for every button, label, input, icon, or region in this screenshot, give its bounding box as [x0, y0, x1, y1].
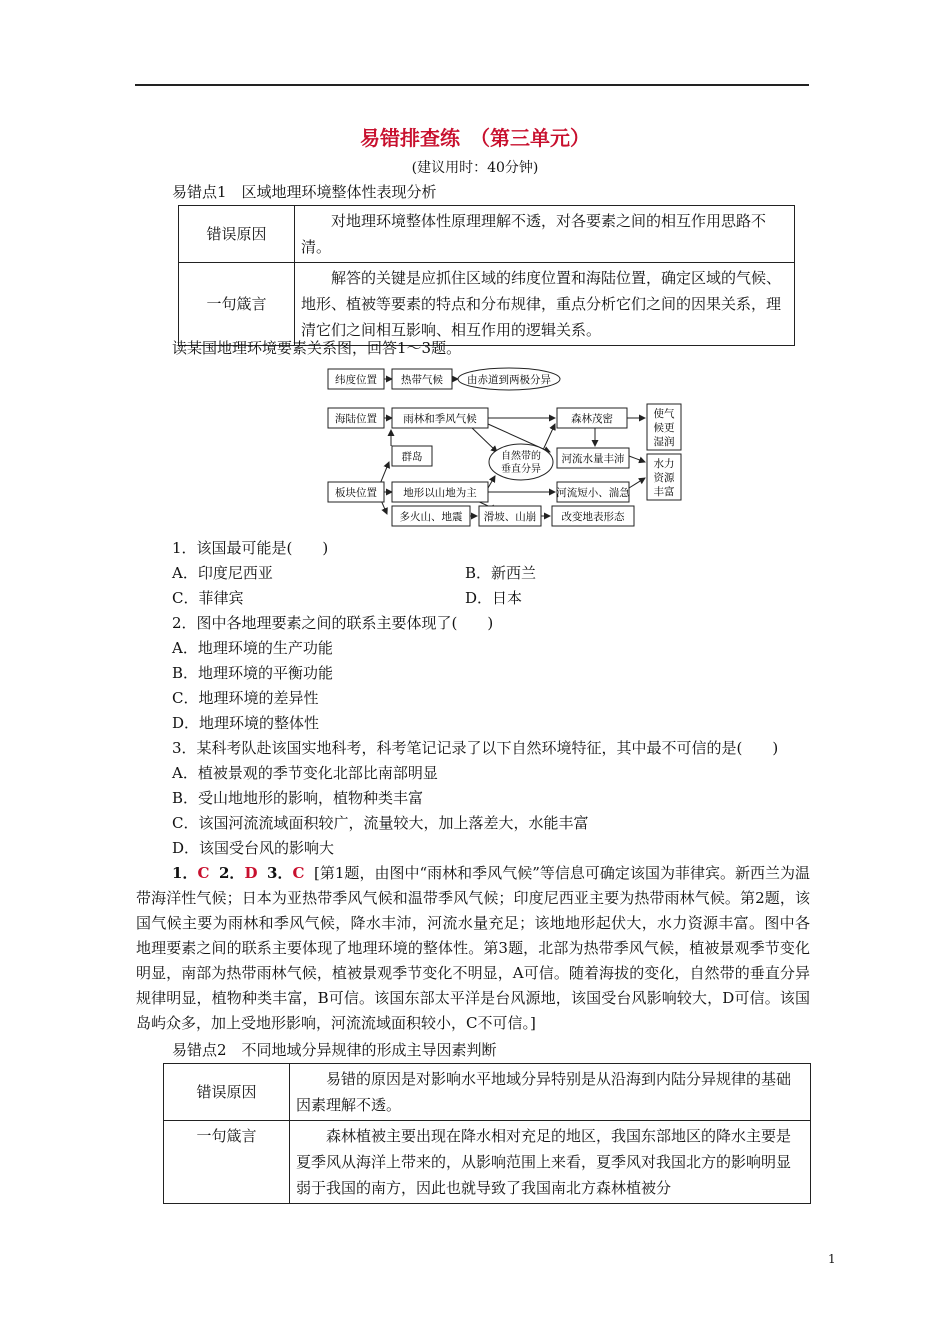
table-row: [164, 1121, 811, 1204]
answer-key: C: [197, 864, 210, 882]
diagram-node: [479, 506, 541, 526]
diagram-node: [552, 506, 634, 526]
question-stem: 2．图中各地理要素之间的联系主要体现了( ): [172, 614, 494, 632]
point2-table: [163, 1063, 811, 1204]
answer-key: D: [244, 864, 258, 882]
diagram-node: [489, 444, 553, 480]
answer-key: C: [292, 864, 305, 882]
svg-text:海陆位置: 海陆位置: [335, 413, 377, 425]
svg-text:雨林和季风气候: 雨林和季风气候: [403, 413, 477, 425]
table-key: 错误原因: [164, 1064, 290, 1121]
question-stem: 1．该国最可能是( ): [172, 539, 329, 557]
option: B．新西兰: [465, 564, 537, 582]
option: C．地理环境的差异性: [172, 689, 319, 707]
header-rule: [135, 84, 809, 86]
svg-text:使气: 使气: [653, 408, 675, 420]
question-stem: 3．某科考队赴该国实地科考，科考笔记记录了以下自然环境特征，其中最不可信的是( ): [172, 739, 779, 757]
svg-text:由赤道到两极分异: 由赤道到两极分异: [467, 374, 551, 386]
table-row: [164, 1064, 811, 1121]
diagram-node: [556, 482, 630, 502]
point2-heading: 易错点2 不同地域分异规律的形成主导因素判断: [172, 1041, 497, 1059]
diagram-node: [392, 446, 432, 466]
table-key: 一句箴言: [164, 1121, 290, 1204]
diagram-node: [392, 369, 452, 389]
svg-text:多火山、地震: 多火山、地震: [399, 511, 463, 523]
diagram-node: [392, 506, 470, 526]
diagram-node: [647, 404, 681, 450]
svg-text:湿润: 湿润: [653, 436, 675, 448]
option: B．地理环境的平衡功能: [172, 664, 334, 682]
svg-text:自然带的: 自然带的: [501, 451, 541, 462]
svg-text:群岛: 群岛: [401, 451, 423, 463]
svg-text:森林茂密: 森林茂密: [571, 413, 613, 425]
table-row: [179, 263, 795, 346]
table-key: 错误原因: [179, 206, 295, 263]
svg-text:纬度位置: 纬度位置: [335, 374, 377, 386]
diagram-node: [328, 482, 384, 502]
diagram-node: [328, 408, 384, 428]
diagram-node: [392, 408, 488, 428]
option: D．该国受台风的影响大: [172, 839, 335, 857]
option: C．菲律宾: [172, 589, 244, 607]
svg-text:资源: 资源: [653, 472, 675, 484]
option: D．地理环境的整体性: [172, 714, 320, 732]
svg-text:丰富: 丰富: [653, 486, 675, 498]
table-key: 一句箴言: [179, 263, 295, 346]
explanation-text: [第1题，由图中“雨林和季风气候”等信息可确定该国为菲律宾。新西兰为温带海洋性气候；日本为亚热带季风气候和温带季风气候；印度尼西亚主要为热带雨林气候。第2题，该国气候主要为雨林和季风气候，降水丰沛，河流水量充足；该地地形起伏大，水力资源丰富。图中各地理要素之间的联系主要体现了地理环境的整体性。第3题，北部为热带季风气候，植被景观季节变化明显，南部为热带雨林气候，植被景观季节变化不明显，A可信。随着海拔的变化，自然带的垂直分异规律明显，植物种类丰富，B可信。该国东部太平洋是台风源地，该国受台风影响较大，D可信。该国岛屿众多，加上受地形影响，河流流域面积较小，C不可信。]: [136, 864, 811, 1032]
svg-text:河流短小、湍急: 河流短小、湍急: [556, 487, 630, 499]
diagram-node: [557, 448, 629, 468]
svg-text:滑坡、山崩: 滑坡、山崩: [483, 511, 537, 523]
diagram-node: [647, 454, 681, 500]
page-title: 易错排查练 （第三单元）: [360, 126, 590, 150]
svg-text:水力: 水力: [653, 458, 675, 470]
option: D．日本: [465, 589, 523, 607]
question-intro: 读某国地理环境要素关系图，回答1～3题。: [172, 339, 462, 357]
option: A．植被景观的季节变化北部比南部明显: [172, 764, 438, 782]
table-value: 森林植被主要出现在降水相对充足的地区，我国东部地区的降水主要是夏季风从海洋上带来的，从影响范围上来看，夏季风对我国北方的影响明显弱于我国的南方，因此也就导致了我国南北方森林植被分: [290, 1121, 811, 1204]
svg-text:河流水量丰沛: 河流水量丰沛: [561, 453, 625, 465]
option: C．该国河流流域面积较广，流量较大，加上落差大，水能丰富: [172, 814, 589, 832]
option: A．地理环境的生产功能: [172, 639, 333, 657]
diagram-node: [328, 369, 384, 389]
option: B．受山地地形的影响，植物种类丰富: [172, 789, 424, 807]
point1-heading: 易错点1 区域地理环境整体性表现分析: [172, 183, 437, 201]
svg-text:地形以山地为主: 地形以山地为主: [403, 487, 477, 499]
page-subtitle: (建议用时：40分钟): [411, 160, 539, 176]
table-value: 易错的原因是对影响水平地域分异特别是从沿海到内陆分异规律的基础因素理解不透。: [290, 1064, 811, 1121]
svg-text:板块位置: 板块位置: [335, 487, 377, 499]
svg-text:垂直分异: 垂直分异: [501, 464, 541, 475]
table-value: 对地理环境整体性原理理解不透，对各要素之间的相互作用思路不清。: [295, 206, 795, 263]
svg-text:改变地表形态: 改变地表形态: [561, 511, 625, 523]
diagram-node: [557, 408, 627, 428]
answer-explanation: 1．C 2．D 3．C [第1题，由图中“雨林和季风气候”等信息可确定该国为菲律宾。新西兰为温带海洋性气候；日本为亚热带季风气候和温带季风气候；印度尼西亚主要为热带雨林气候。第2题，该国气候主要为雨林和季风气候，降水丰沛，河流水量充足；该地地形起伏大，水力资源丰富。图中各地理要素之间的联系主要体现了地理环境的整体性。第3题，北部为热带季风气候，植被景观季节变化明显，南部为热带雨林气候，植被景观季节变化不明显，A可信。随着海拔的变化，自然带的垂直分异规律明显，植物种类丰富，B可信。该国东部太平洋是台风源地，该国受台风影响较大，D可信。该国岛屿众多，加上受地形影响，河流流域面积较小，C不可信。]: [136, 864, 811, 1032]
option: A．印度尼西亚: [172, 564, 273, 582]
diagram-node: [392, 482, 488, 502]
diagram-node: [458, 368, 560, 390]
svg-text:候更: 候更: [653, 422, 675, 434]
page-number: 1: [828, 1252, 836, 1266]
svg-text:热带气候: 热带气候: [401, 374, 443, 386]
relationship-diagram: [325, 362, 685, 530]
point1-table: [178, 205, 795, 346]
table-row: [179, 206, 795, 263]
table-value: 解答的关键是应抓住区域的纬度位置和海陆位置，确定区域的气候、地形、植被等要素的特点和分布规律，重点分析它们之间的因果关系，理清它们之间相互影响、相互作用的逻辑关系。: [295, 263, 795, 346]
